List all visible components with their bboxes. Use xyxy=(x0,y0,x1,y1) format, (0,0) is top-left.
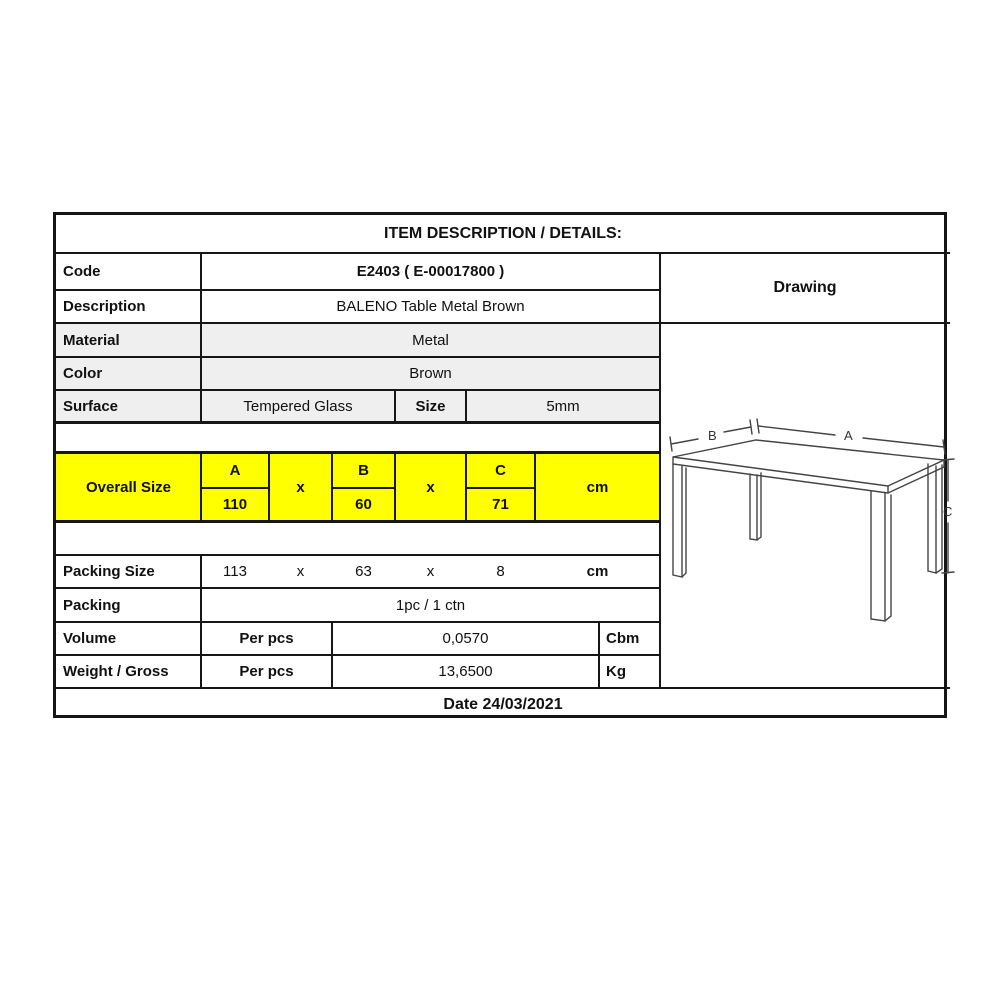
grid-line xyxy=(56,356,660,358)
overall-size-label: Overall Size xyxy=(85,478,172,496)
grid-line xyxy=(394,389,396,422)
dim-a-tick-right xyxy=(943,440,945,454)
overall-size-dim-a-value: 110 xyxy=(222,496,248,513)
volume-unit: Cbm xyxy=(606,630,640,647)
volume-label: Volume xyxy=(63,630,117,647)
leg-right-side-face xyxy=(936,465,942,573)
grid-line xyxy=(200,554,202,688)
surface-size-label: Size xyxy=(415,398,446,415)
grid-line xyxy=(659,252,661,688)
dim-a-line xyxy=(758,426,835,435)
overall-size-dim-b-letter: B xyxy=(358,462,369,479)
description-value: BALENO Table Metal Brown xyxy=(336,298,525,315)
overall-size-dim-a-letter: A xyxy=(229,462,241,479)
date-value: Date 24/03/2021 xyxy=(443,695,563,713)
grid-line xyxy=(332,487,395,489)
tabletop-top-face xyxy=(673,440,944,486)
dim-a-tick-left xyxy=(757,419,759,433)
grid-line xyxy=(56,389,660,391)
dim-b-tick-left xyxy=(670,437,672,451)
grid-line xyxy=(56,421,660,424)
overall-size-dim-c-value: 71 xyxy=(492,496,509,513)
overall-size-dim-b-value: 60 xyxy=(355,496,372,513)
grid-line xyxy=(56,520,660,523)
packing-size-depth: 63 xyxy=(355,563,372,580)
grid-line xyxy=(466,487,535,489)
packing-size-separator-2: x xyxy=(426,563,435,580)
description-label: Description xyxy=(63,298,146,315)
packing-size-unit: cm xyxy=(586,563,609,580)
grid-line xyxy=(56,289,660,291)
surface-value: Tempered Glass xyxy=(243,398,353,415)
overall-size-dim-c-letter: C xyxy=(495,462,506,479)
grid-line xyxy=(394,451,396,521)
grid-line xyxy=(465,389,467,422)
table-sketch xyxy=(660,323,953,688)
grid-line xyxy=(201,487,269,489)
overall-size-unit: cm xyxy=(586,478,609,496)
grid-line xyxy=(56,252,950,254)
grid-line xyxy=(56,451,660,454)
grid-line xyxy=(56,587,660,589)
grid-line xyxy=(331,621,333,688)
packing-size-values xyxy=(201,555,660,588)
material-value: Metal xyxy=(412,331,449,349)
grid-line xyxy=(200,451,202,521)
dim-b-label: B xyxy=(708,428,717,443)
dim-a-line2 xyxy=(863,438,944,447)
volume-per-pcs: Per pcs xyxy=(239,630,294,647)
grid-line xyxy=(598,621,600,688)
packing-value: 1pc / 1 ctn xyxy=(395,596,466,614)
overall-size-separator-1: x xyxy=(296,478,305,496)
leg-left-front-face xyxy=(673,464,682,577)
dim-b-line xyxy=(671,439,698,444)
dim-b-line2 xyxy=(724,427,751,432)
dim-c-label: C xyxy=(943,504,953,519)
color-value: Brown xyxy=(409,365,452,382)
grid-line xyxy=(56,554,660,556)
overall-size-separator-2: x xyxy=(426,478,435,496)
packing-size-separator-1: x xyxy=(296,563,305,580)
grid-line xyxy=(56,687,950,689)
material-label: Material xyxy=(63,331,120,349)
grid-line xyxy=(331,451,333,521)
packing-label: Packing xyxy=(63,596,121,614)
grid-line xyxy=(56,654,660,656)
weight-unit: Kg xyxy=(606,663,626,680)
dim-c-tick-top xyxy=(942,459,954,460)
packing-size-width: 113 xyxy=(223,563,247,580)
packing-size-height: 8 xyxy=(496,563,505,580)
leg-right-front-face xyxy=(928,464,936,573)
weight-label: Weight / Gross xyxy=(63,663,169,680)
weight-value: 13,6500 xyxy=(438,663,493,680)
sheet-title: ITEM DESCRIPTION / DETAILS: xyxy=(384,225,622,242)
code-label: Code xyxy=(63,263,101,280)
packing-size-label: Packing Size xyxy=(63,563,155,580)
volume-value: 0,0570 xyxy=(442,630,489,647)
grid-line xyxy=(56,322,950,324)
drawing-title: Drawing xyxy=(773,279,837,296)
code-value: E2403 ( E-00017800 ) xyxy=(356,263,505,280)
dim-b-tick-right xyxy=(750,420,752,434)
grid-line xyxy=(465,451,467,521)
leg-front-side-face xyxy=(885,495,891,621)
grid-line xyxy=(268,451,270,521)
leg-front-front-face xyxy=(871,491,885,621)
leg-back-front-face xyxy=(750,474,757,540)
weight-per-pcs: Per pcs xyxy=(239,663,294,680)
grid-line xyxy=(200,252,202,422)
surface-label: Surface xyxy=(63,398,119,415)
dim-a-label: A xyxy=(844,428,853,443)
grid-line xyxy=(56,621,660,623)
dim-c-tick-bottom xyxy=(942,572,954,573)
color-label: Color xyxy=(63,365,103,382)
surface-size-value: 5mm xyxy=(546,398,580,415)
spec-sheet xyxy=(53,212,953,718)
grid-line xyxy=(534,451,536,521)
